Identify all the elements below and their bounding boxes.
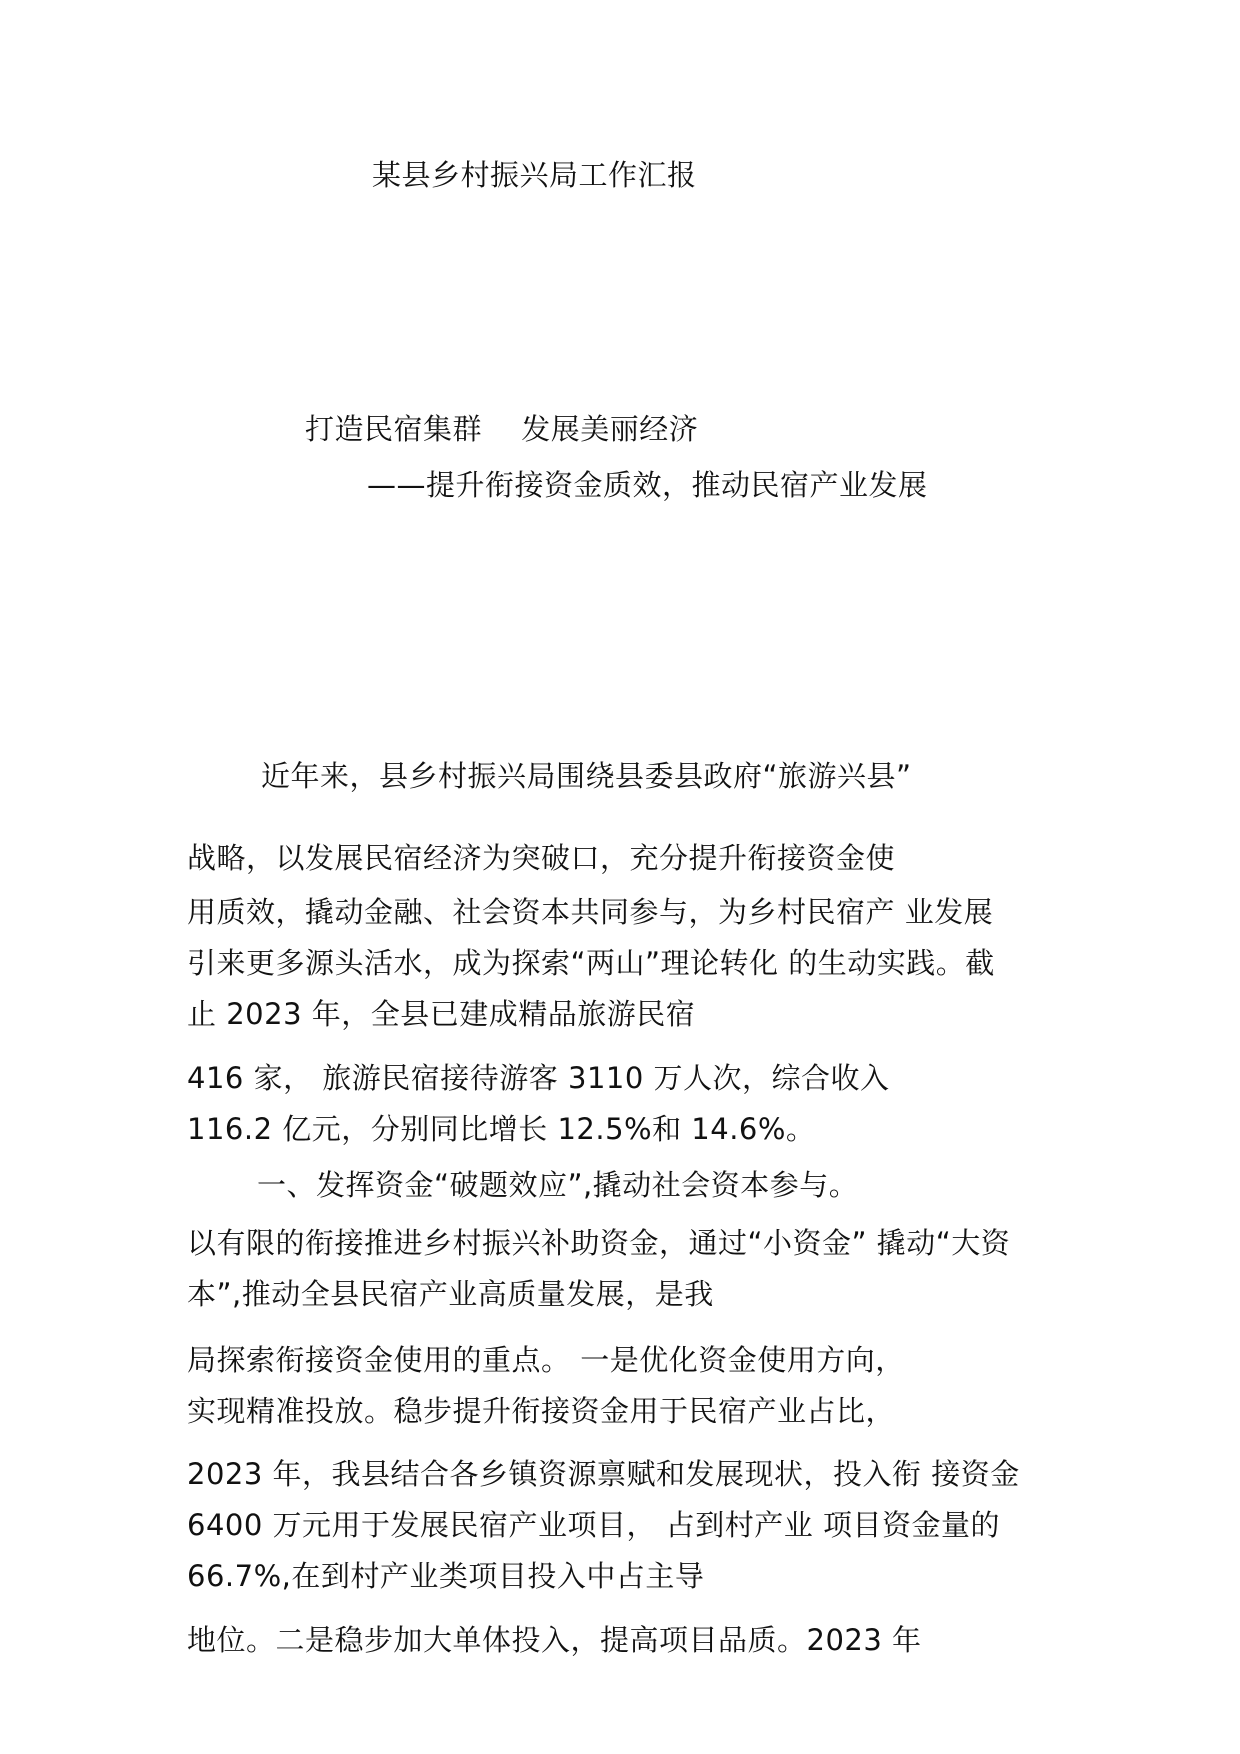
main-title: 打造民宿集群 发展美丽经济 <box>305 412 699 446</box>
body-line: 以有限的衔接推进乡村振兴补助资金，通过“小资金” 撬动“大资 <box>187 1226 1011 1260</box>
body-line: 用质效，撬动金融、社会资本共同参与，为乡村民宿产 业发展 <box>187 895 994 929</box>
subtitle: ——提升衔接资金质效，推动民宿产业发展 <box>367 468 928 502</box>
body-line: 引来更多源头活水，成为探索“两山”理论转化 的生动实践。截 <box>187 946 995 980</box>
body-line: 416 家， 旅游民宿接待游客 3110 万人次，综合收入 <box>187 1061 890 1095</box>
body-line: 地位。二是稳步加大单体投入，提高项目品质。2023 年 <box>187 1623 922 1657</box>
body-line: 止 2023 年，全县已建成精品旅游民宿 <box>187 997 696 1031</box>
body-line: 实现精准投放。稳步提升衔接资金用于民宿产业占比， <box>187 1394 896 1428</box>
body-line: 战略，以发展民宿经济为突破口，充分提升衔接资金使 <box>187 841 896 875</box>
section-heading: 一、发挥资金“破题效应”,撬动社会资本参与。 <box>257 1168 859 1202</box>
body-line: 6400 万元用于发展民宿产业项目， 占到村产业 项目资金量的 <box>187 1508 1000 1542</box>
body-line: 2023 年，我县结合各乡镇资源禀赋和发展现状，投入衔 接资金 <box>187 1457 1020 1491</box>
body-line: 局探索衔接资金使用的重点。 一是优化资金使用方向， <box>187 1343 905 1377</box>
body-line: 116.2 亿元，分别同比增长 12.5%和 14.6%。 <box>187 1112 816 1146</box>
body-line: 本”,推动全县民宿产业高质量发展，是我 <box>187 1277 714 1311</box>
body-line: 66.7%,在到村产业类项目投入中占主导 <box>187 1559 705 1593</box>
body-line: 近年来，县乡村振兴局围绕县委县政府“旅游兴县” <box>261 759 912 793</box>
report-header-title: 某县乡村振兴局工作汇报 <box>372 158 697 192</box>
